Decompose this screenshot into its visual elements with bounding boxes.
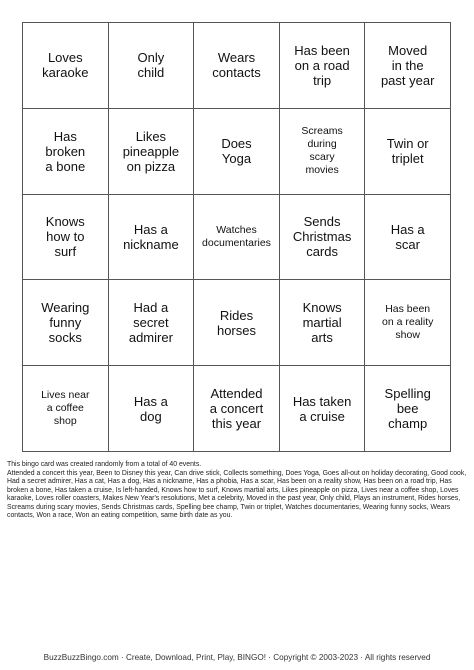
bingo-cell-text: Spelling bee champ	[384, 386, 431, 432]
page-footer: BuzzBuzzBingo.com · Create, Download, Print, Play, BINGO! · Copyright © 2003-2023 · All rights reserved	[43, 653, 431, 662]
bingo-cell-text: Has been on a road trip	[294, 42, 350, 88]
bingo-cell-text: Lives near a coffee shop	[41, 389, 90, 428]
bingo-cell	[280, 109, 366, 195]
bingo-cell-text: Knows martial arts	[302, 300, 342, 346]
bingo-cell	[280, 280, 366, 366]
bingo-cell	[365, 366, 451, 452]
bingo-cell	[23, 23, 109, 109]
bingo-cell	[23, 366, 109, 452]
bingo-cell	[194, 109, 280, 195]
bingo-cell	[109, 366, 195, 452]
bingo-cell-text: Attended a concert this year	[209, 386, 264, 432]
bingo-cell-text: Wears contacts	[212, 50, 261, 81]
bingo-cell-text: Had a secret admirer	[128, 300, 173, 346]
bingo-cell-text: Has a dog	[133, 393, 168, 424]
card-info	[7, 461, 467, 521]
bingo-cell	[194, 23, 280, 109]
bingo-cell	[365, 280, 451, 366]
bingo-cell-text: Only child	[137, 50, 165, 81]
bingo-cell	[365, 195, 451, 281]
bingo-cell-text: Wearing funny socks	[41, 300, 90, 346]
bingo-cell	[280, 366, 366, 452]
bingo-cell-text: Does Yoga	[221, 136, 252, 167]
bingo-cell-text: Has a nickname	[123, 221, 179, 252]
bingo-cell-text: Has broken a bone	[45, 128, 86, 174]
bingo-cell	[23, 109, 109, 195]
bingo-cell-text: Watches documentaries	[202, 223, 271, 249]
bingo-cell	[365, 23, 451, 109]
card-info-event-list: Attended a concert this year, Been to Disney this year, Can drive stick, Collects something, Does Yoga, Goes all-out on holiday decorating, Good cook, Had a secret admirer, Has a cat, Has a dog, Has a nickname, Has a phobia, Has a scar, Has been on a reality show, Has been on a road trip, Has broken a bone, Has taken a cruise, Is left-handed, Knows how to surf, Knows martial arts, Likes pineapple on pizza, Lives near a coffee shop, Loves karaoke, Loves roller coasters, Makes New Year's resolutions, Met a celebrity, Moved in the past year, Only child, Plays an instrument, Rides horses, Screams during scary movies, Sends Christmas cards, Spelling bee champ, Twin or triplet, Watches documentaries, Wearing funny socks, Wears contacts, Won a race, Won an eating competition, same birth date as you.	[7, 469, 467, 519]
bingo-grid	[22, 22, 451, 452]
bingo-cell-text: Moved in the past year	[380, 42, 435, 88]
bingo-cell-text: Twin or triplet	[386, 136, 429, 167]
bingo-cell-text: Loves karaoke	[42, 50, 89, 81]
bingo-cell-text: Sends Christmas cards	[292, 214, 352, 260]
bingo-cell	[109, 23, 195, 109]
bingo-cell	[365, 109, 451, 195]
bingo-cell-text: Screams during scary movies	[301, 125, 343, 177]
bingo-cell	[23, 195, 109, 281]
card-info-summary: This bingo card was created randomly from a total of 40 events.	[7, 461, 202, 468]
bingo-cell-text: Has been on a reality show	[382, 303, 434, 342]
bingo-cell	[109, 109, 195, 195]
bingo-cell	[109, 195, 195, 281]
bingo-cell-text: Rides horses	[216, 307, 256, 338]
bingo-cell-text: Likes pineapple on pizza	[122, 128, 180, 174]
bingo-cell	[109, 280, 195, 366]
bingo-cell	[280, 23, 366, 109]
bingo-cell-text: Knows how to surf	[45, 214, 85, 260]
bingo-cell	[280, 195, 366, 281]
bingo-cell	[194, 195, 280, 281]
bingo-cell-text: Has a scar	[390, 221, 425, 252]
bingo-cell	[194, 366, 280, 452]
bingo-cell-text: Has taken a cruise	[292, 393, 352, 424]
bingo-cell	[194, 280, 280, 366]
bingo-cell	[23, 280, 109, 366]
